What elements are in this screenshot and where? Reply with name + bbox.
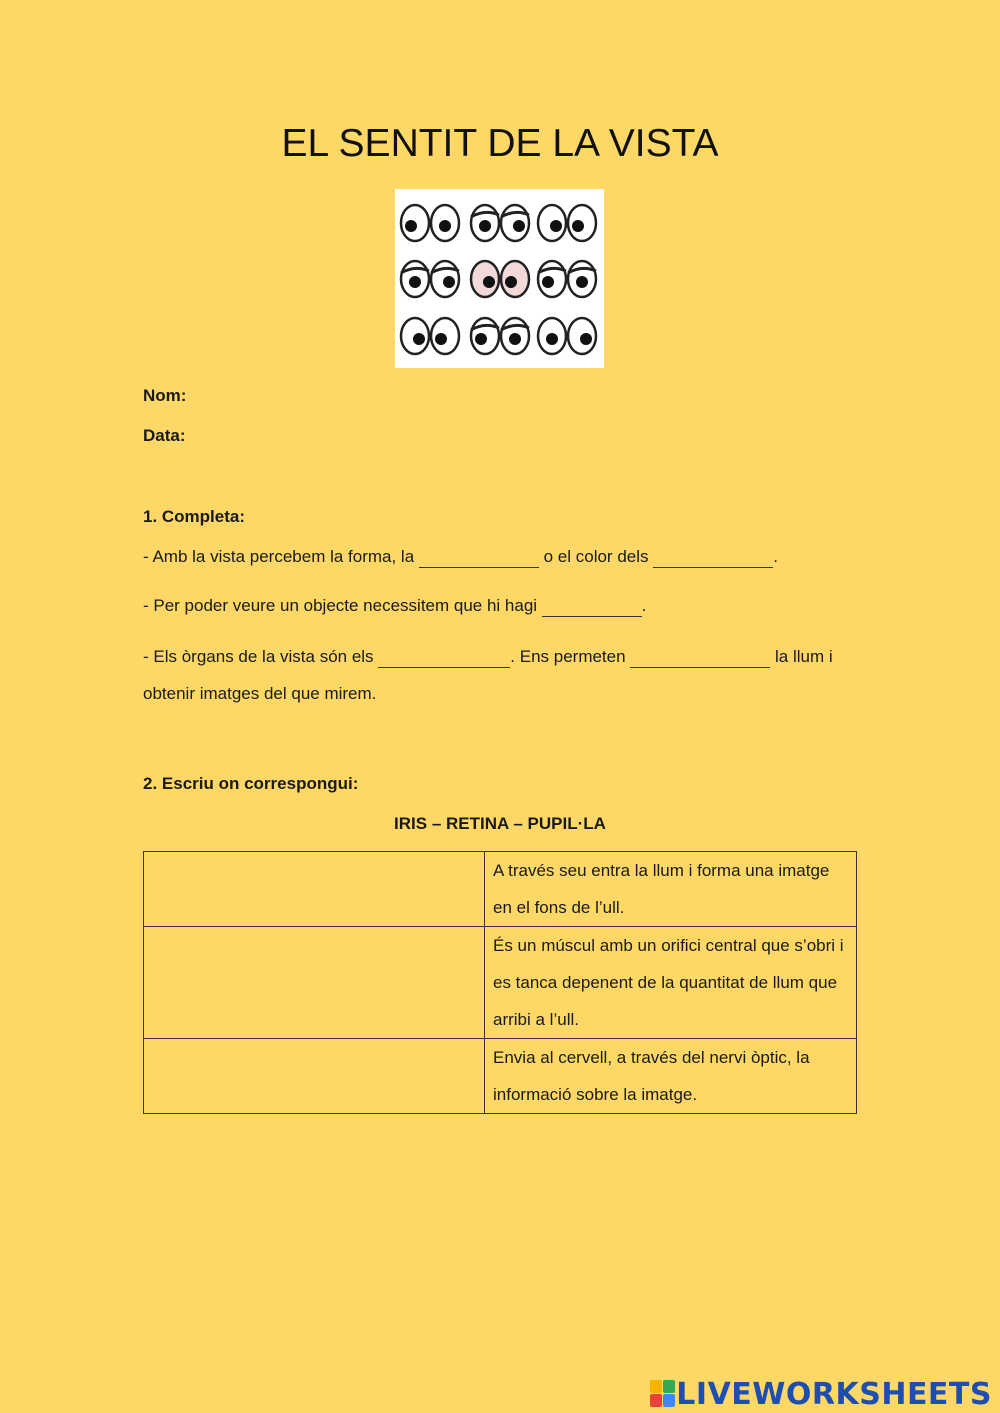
sentence-1-text-c: . [773,547,778,566]
sentence-3-text-a: - Els òrgans de la vista són els [143,647,379,666]
sentence-2 [143,596,647,617]
answer-input-3[interactable] [144,1047,484,1069]
blank-3b-input[interactable] [630,649,770,668]
answer-input-1[interactable] [144,860,484,882]
table-row [144,1039,857,1114]
sentence-1 [143,547,778,568]
table-row [144,852,857,927]
answer-input-2[interactable] [144,935,484,957]
sentence-1-text-a: - Amb la vista percebem la forma, la [143,547,419,566]
blank-3a-input[interactable] [378,649,510,668]
description-cell: És un múscul amb un orifici central que s’obri i es tanca depenent de la quantitat de llum que arribi a l’ull. [485,927,857,1039]
cartoon-eyes-grid-icon [395,189,604,368]
blank-2-input[interactable] [542,598,642,617]
logo-text: LIVEWORKSHEETS [676,1376,992,1412]
sentence-1-text-b: o el color dels [538,547,654,566]
word-bank: IRIS – RETINA – PUPIL·LA [394,814,606,833]
matching-table [143,851,857,1114]
blank-1b-input[interactable] [653,549,773,568]
name-label: Nom: [143,386,187,405]
sentence-3-text-c: la llum i [770,647,833,666]
sentence-2-text-b: . [641,596,647,615]
sentence-2-text-a: - Per poder veure un objecte necessitem que hi hagi [143,596,542,615]
table-row [144,927,857,1039]
sentence-3 [143,647,833,668]
answer-cell[interactable] [144,927,485,1039]
section2-heading: 2. Escriu on correspongui: [143,774,359,793]
answer-cell[interactable] [144,852,485,927]
sentence-3-text-b: . Ens permeten [510,647,631,666]
date-label: Data: [143,426,186,445]
page-title: EL SENTIT DE LA VISTA [281,122,719,165]
sentence-3-line-2: obtenir imatges del que mirem. [143,684,377,703]
section1-heading: 1. Completa: [143,507,246,526]
blank-1a-input[interactable] [419,549,539,568]
liveworksheets-logo[interactable] [650,1376,992,1412]
description-cell: A través seu entra la llum i forma una imatge en el fons de l’ull. [485,852,857,927]
description-cell: Envia al cervell, a través del nervi òptic, la informació sobre la imatge. [485,1039,857,1114]
liveworksheets-logo-icon [650,1380,676,1408]
answer-cell[interactable] [144,1039,485,1114]
